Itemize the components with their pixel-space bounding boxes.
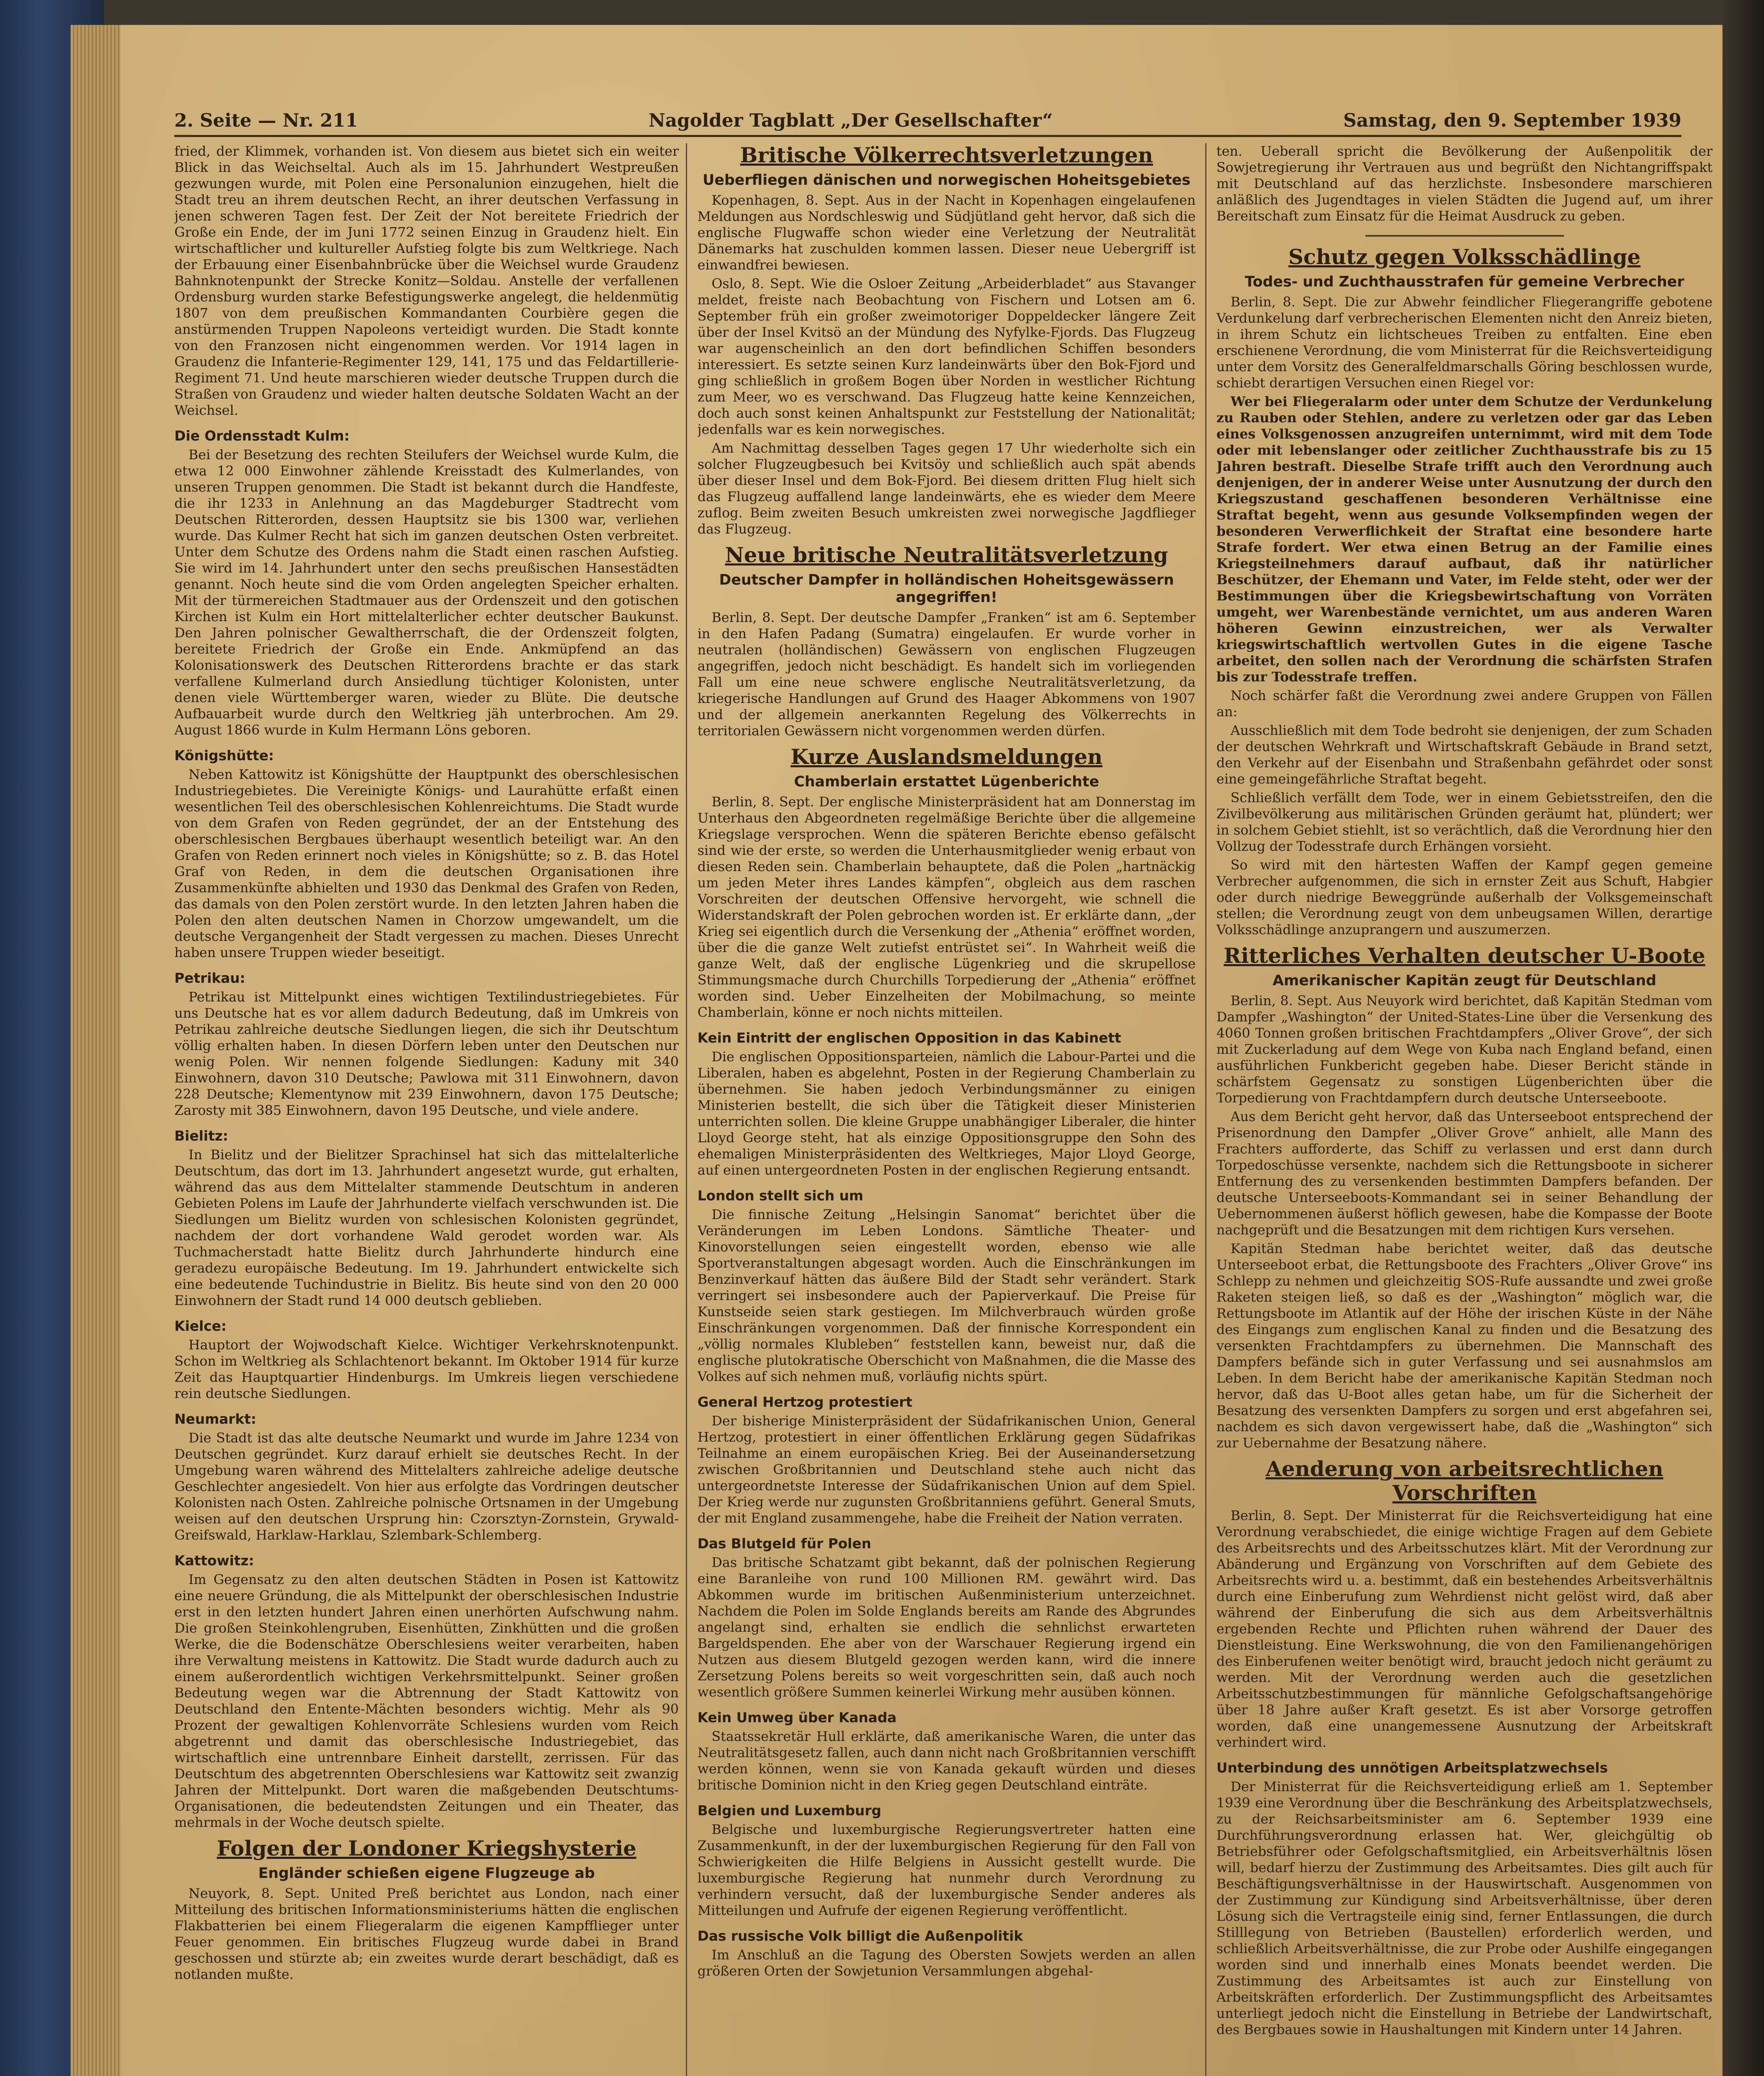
- section-heading: Die Ordensstadt Kulm:: [174, 428, 350, 444]
- article-subheadline: Todes- und Zuchthausstrafen für gemeine Verbrecher: [1245, 274, 1684, 290]
- article-subheadline: Engländer schießen eigene Flugzeuge ab: [258, 1865, 595, 1882]
- paragraph: Die finnische Zeitung „Helsingin Sanomat“ berichtet über die Veränderungen im Leben Londons. Sämtliche Theater- und Kinovorstellungen seien eingestellt worden, ebenso wie alle Sportveranstaltungen abgesagt worden. Auch die Einschränkungen im Benzinverkauf hätten das äußere Bild der Stadt sehr verändert. Stark verringert sei insbesondere auch der Papierverkauf. Die Preise für Kunstseide seien stark gestiegen. Im Milchverbrauch würden große Einschränkungen vorgenommen. Daß der finnische Korrespondent ein „völlig normales Klubleben“ feststellen kann, beweist nur, daß die englische plutokratische Oberschicht von Maßnahmen, die die Masse des Volkes auf sich nehmen muß, vorläufig nichts spürt.: [697, 1207, 1196, 1384]
- paragraph: Die englischen Oppositionsparteien, nämlich die Labour-Partei und die Liberalen, haben es abgelehnt, Posten in der Regierung Chamberlain zu übernehmen. Sie haben jedoch Verbindungsmänner zu einigen Ministerien bestellt, die sich über die Tätigkeit dieser Ministerien unterrichten sollen. Die kleine Gruppe unabhängiger Liberaler, die hinter Lloyd George steht, hat als einzige Oppositionsgruppe den Sohn des ehemaligen Ministerpräsidenten des Weltkrieges, Major Lloyd George, auf einen untergeordneten Posten in der englischen Regierung entsandt.: [697, 1049, 1196, 1178]
- column-3: [1216, 143, 1713, 2076]
- article-headline: Schutz gegen Volksschädlinge: [1288, 245, 1641, 269]
- paragraph: Petrikau ist Mittelpunkt eines wichtigen Textilindustriegebietes. Für uns Deutsche hat es vor allem dadurch Bedeutung, daß im Umkreis von Petrikau zahlreiche deutsche Siedlungen liegen, die sich ihr Deutschtum völlig erhalten haben. In diesen Dörfern leben unter den Deutschen nur wenig Polen. Wir nennen folgende Siedlungen: Kaduny mit 340 Einwohnern, davon 310 Deutsche; Pawlowa mit 311 Einwohnern, davon 228 Deutsche; Klementynow mit 239 Einwohnern, davon 175 Deutsche; Zarosty mit 385 Einwohnern, davon 195 Deutsche, und viele andere.: [174, 989, 679, 1118]
- paragraph: Berlin, 8. Sept. Aus Neuyork wird berichtet, daß Kapitän Stedman vom Dampfer „Washington“ der United-States-Line über die Versenkung des 4060 Tonnen großen britischen Frachtdampfers „Oliver Grove“, der sich mit Zuckerladung auf dem Wege von Kuba nach England befand, einen ausführlichen Funkbericht gegeben habe. Dieser Bericht stände in schärfstem Gegensatz zu sonstigen Lügenberichten über die Torpedierung von Frachtdampfern durch deutsche Unterseeboote.: [1216, 993, 1713, 1106]
- article-subheadline: Ueberfliegen dänischen und norwegischen Hoheitsgebietes: [702, 172, 1191, 189]
- paragraph: Im Anschluß an die Tagung des Obersten Sowjets werden an allen größeren Orten der Sowjetunion Versammlungen abgehal-: [697, 1947, 1196, 1979]
- page-stack: [71, 25, 129, 2076]
- section-heading: Petrikau:: [174, 970, 245, 986]
- paragraph: Berlin, 8. Sept. Der englische Ministerpräsident hat am Donnerstag im Unterhaus den Abgeordneten regelmäßige Berichte über die allgemeine Kriegslage versprochen. Wenn die späteren Berichte ebenso gefälscht sind wie der erste, so werden die Unterhausmitglieder wenig erbaut von diesen Reden sein. Chamberlain behauptete, daß die Polen „hartnäckig um jeden Meter ihres Landes kämpfen“, obgleich aus dem raschen Vorschreiten der deutschen Offensive hervorgeht, wie schnell die Widerstandskraft der Polen gebrochen worden ist. Er erklärte dann, „der Krieg sei eigentlich durch die Versenkung der „Athenia“ eröffnet worden, über die die ganze Welt zutiefst entrüstet sei“. In Wahrheit weiß die ganze Welt, daß der englische Lügenkrieg und die skrupellose Stimmungsmache durch Churchills Torpedierung der „Athenia“ eröffnet worden sind. Ueber Einzelheiten der Mobilmachung, so meinte Chamberlain, könne er noch nichts mitteilen.: [697, 794, 1196, 1020]
- section-heading: Das russische Volk billigt die Außenpolitik: [697, 1928, 1023, 1944]
- paragraph: Kopenhagen, 8. Sept. Aus in der Nacht in Kopenhagen eingelaufenen Meldungen aus Nordschleswig und Südjütland geht hervor, daß sich die englische Flugwaffe schon wieder eine Verletzung der Neutralität Dänemarks hat zuschulden kommen lassen. Dieser neue Uebergriff ist einwandfrei bewiesen.: [697, 192, 1196, 273]
- article-headline: Ritterliches Verhalten deutscher U-Boote: [1223, 943, 1705, 968]
- section-heading: Belgien und Luxemburg: [697, 1802, 881, 1819]
- paragraph: In Bielitz und der Bielitzer Sprachinsel hat sich das mittelalterliche Deutschtum, das dort im 13. Jahrhundert angesetzt wurde, gut erhalten, während das aus dem Mittelalter stammende Deutschtum in anderen Gebieten Polens im Laufe der Jahrhunderte vielfach verschwunden ist. Die Siedlungen um Bielitz wurden von schlesischen Kolonisten gegründet, nachdem der dort vorhandene Wald gerodet worden war. Als Tuchmacherstadt hatte Bielitz durch Jahrhunderte hindurch eine geradezu europäische Bedeutung. Im 19. Jahrhundert entwickelte sich eine bedeutende Tuchindustrie in Bielitz. Bis heute sind von den 20 000 Einwohnern der Stadt rund 14 000 deutsch geblieben.: [174, 1147, 679, 1308]
- paragraph: Das britische Schatzamt gibt bekannt, daß der polnischen Regierung eine Baranleihe von rund 100 Millionen RM. gewährt wird. Das Abkommen wurde im britischen Außenministerium unterzeichnet. Nachdem die Polen im Solde Englands bereits am Rande des Abgrundes angelangt sind, erhalten sie endlich die sehnlichst erwarteten Bargeldspenden. Ehe aber von der Warschauer Regierung irgend ein Nutzen aus diesem Blutgeld gezogen werden kann, wird die innere Zersetzung Polens bereits so weit vorgeschritten sein, daß auch noch wesentlich größere Summen keinerlei Wirkung mehr ausüben können.: [697, 1555, 1196, 1700]
- paragraph: Schließlich verfällt dem Tode, wer in einem Gebietsstreifen, den die Zivilbevölkerung aus militärischen Gründen geräumt hat, plündert; wer in solchem Gebiet stiehlt, ist so verächtlich, daß die Verordnung hier den Vollzug der Todesstrafe durch Erhängen vorsieht.: [1216, 790, 1713, 854]
- section-heading: Unterbindung des unnötigen Arbeitsplatzwechsels: [1216, 1760, 1608, 1776]
- paragraph: Die Stadt ist das alte deutsche Neumarkt und wurde im Jahre 1234 von Deutschen gegründet. Kurz darauf erhielt sie deutsches Recht. In der Umgebung waren während des Mittelalters zahlreiche adelige deutsche Geschlechter angesiedelt. Von hier aus erfolgte das Vordringen deutscher Kolonisten nach Osten. Zahlreiche polnische Ortsnamen in der Umgebung weisen auf den deutschen Ursprung hin: Czorsztyn-Zornstein, Grywald-Greifswald, Harklaw-Harklau, Szlembark-Schlemberg.: [174, 1430, 679, 1543]
- paragraph: Noch schärfer faßt die Verordnung zwei andere Gruppen von Fällen an:: [1216, 688, 1713, 720]
- masthead: Nagolder Tagblatt „Der Gesellschafter“: [648, 110, 1053, 131]
- article-headline: Kurze Auslandsmeldungen: [790, 744, 1103, 769]
- paragraph: Berlin, 8. Sept. Der Ministerrat für die Reichsverteidigung hat eine Verordnung verabschiedet, die einige wichtige Fragen auf dem Gebiete des Arbeitsrechts und des Arbeitsschutzes klärt. Mit der Verordnung zur Abänderung und Ergänzung von Vorschriften auf dem Gebiete des Arbeitsrechts wird u. a. bestimmt, daß ein bestehendes Arbeitsverhältnis durch eine Einberufung zum Wehrdienst nicht gelöst wird, daß aber während der Einberufung die sich aus dem Arbeitsverhältnis ergebenden Rechte und Pflichten ruhen während der Dauer des Dienstleistung. Eine Werkswohnung, die von den Familienangehörigen des Einberufenen weiter benötigt wird, braucht jedoch nicht geräumt zu werden. Mit der Verordnung werden auch die gesetzlichen Arbeitsschutzbestimmungen für männliche Gefolgschaftsangehörige über 18 Jahre außer Kraft gesetzt. Es ist aber Vorsorge getroffen worden, daß eine unangemessene Ausnutzung der Arbeitskraft verhindert wird.: [1216, 1508, 1713, 1750]
- article-headline: Neue britische Neutralitätsverletzung: [725, 543, 1168, 567]
- column-rule: [686, 143, 687, 2076]
- paragraph: Staatssekretär Hull erklärte, daß amerikanische Waren, die unter das Neutralitätsgesetz fallen, auch dann nicht nach Großbritannien verschifft werden können, wenn sie von Kanada gekauft würden und dieses britische Dominion nicht in den Krieg gegen Deutschland einträte.: [697, 1728, 1196, 1793]
- section-heading: Neumarkt:: [174, 1411, 257, 1427]
- column-rule: [1205, 143, 1206, 2076]
- section-heading: Das Blutgeld für Polen: [697, 1535, 871, 1552]
- paragraph: Bei der Besetzung des rechten Steilufers der Weichsel wurde Kulm, die etwa 12 000 Einwohner zählende Kreisstadt des Kulmerlandes, von unseren Truppen genommen. Die Stadt ist bekannt durch die Handfeste, die ihr 1233 in Anlehnung an das Magdeburger Stadtrecht vom Deutschen Ritterorden, dessen Hauptsitz sie bis 1300 war, verliehen wurde. Das Kulmer Recht hat sich im ganzen deutschen Osten verbreitet. Unter dem Schutze des Ordens nahm die Stadt einen raschen Aufstieg. Sie wird im 14. Jahrhundert unter den sechs preußischen Hansestädten genannt. Noch heute sind die vom Orden angelegten Speicher erhalten. Mit der türmereichen Stadtmauer aus der Ordenszeit und den gotischen Kirchen ist Kulm ein Hort mittelalterlicher echter deutscher Baukunst. Den Jahren polnischer Gewaltherrschaft, die der Ordenszeit folgten, bereitete Friedrich der Große ein Ende. Ankmüpfend an das Kolonisationswerk des Deutschen Ritterordens brachte er das stark verfallene Kulmerland durch Ansiedlung tüchtiger Kolonisten, unter denen viele Württemberger waren, wieder zu Blüte. Die deutsche Aufbauarbeit wurde durch den Weltkrieg jäh unterbrochen. Am 29. August 1866 wurde in Kulm Hermann Löns geboren.: [174, 447, 679, 738]
- section-heading: Bielitz:: [174, 1128, 228, 1144]
- paragraph: Berlin, 8. Sept. Der deutsche Dampfer „Franken“ ist am 6. September in den Hafen Padang (Sumatra) eingelaufen. Er wurde vorher in neutralen (holländischen) Gewässern von englischen Flugzeugen angegriffen, jedoch nicht beschädigt. Es handelt sich im vorliegenden Fall um eine neue schwere englische Neutralitätsverletzung, da kriegerische Handlungen auf Grund des Haager Abkommens von 1907 und der allgemein anerkannten Regelung des Völkerrechts in territorialen Gewässern nicht vorgenommen werden dürfen.: [697, 610, 1196, 739]
- article-headline: Folgen der Londoner Kriegshysterie: [217, 1836, 636, 1861]
- issue-date: Samstag, den 9. September 1939: [1343, 110, 1681, 131]
- paragraph: Belgische und luxemburgische Regierungsvertreter hatten eine Zusammenkunft, in der der luxemburgischen Regierung für den Fall von Schwierigkeiten die Hilfe Belgiens in Aussicht gestellt wurde. Die luxemburgische Regierung hat nunmehr durch Verordnung zu verhindern versucht, daß der luxemburgische Sender anderes als Mitteilungen und Aufrufe der eigenen Regierung veröffentlicht.: [697, 1821, 1196, 1918]
- separator: [1365, 235, 1564, 237]
- paragraph: Neuyork, 8. Sept. United Preß berichtet aus London, nach einer Mitteilung des britischen Informationsministeriums hätten die englischen Flakbatterien bei einem Fliegeralarm die eigenen Kampfflieger unter Feuer genommen. Ein britisches Flugzeug wurde dabei in Brand geschossen und stürzte ab; ein zweites wurde derart beschädigt, daß es notlanden mußte.: [174, 1885, 679, 1982]
- column-2: [697, 143, 1196, 2076]
- paragraph: Ausschließlich mit dem Tode bedroht sie denjenigen, der zum Schaden der deutschen Wehrkraft und Wirtschaftskraft Gebäude in Brand setzt, den Verkehr auf der Eisenbahn und Straßenbahn gefährdet oder sonst eine gemeingefährliche Straftat begeht.: [1216, 722, 1713, 787]
- paragraph: Der bisherige Ministerpräsident der Südafrikanischen Union, General Hertzog, protestiert in einer öffentlichen Erklärung gegen Südafrikas Teilnahme an einem europäischen Krieg. Bei der Auseinandersetzung zwischen Großbritannien und Deutschland stehe auch nicht das untergeordnetste Interesse der Südafrikanischen Union auf dem Spiel. Der Krieg werde nur zugunsten Großbritanniens geführt. General Smuts, der mit England zusammengehe, habe die Freiheit der Nation verraten.: [697, 1413, 1196, 1526]
- article-headline: Britische Völkerrechtsverletzungen: [740, 143, 1153, 167]
- section-heading: Kein Umweg über Kanada: [697, 1709, 897, 1726]
- section-heading: London stellt sich um: [697, 1187, 864, 1204]
- paragraph: So wird mit den härtesten Waffen der Kampf gegen gemeine Verbrecher aufgenommen, die sich in ernster Zeit aus Schuft, Habgier oder durch niedrige Beweggründe außerhalb der Volksgemeinschaft stellen; die Verordnung zeugt von dem unbeugsamen Willen, derartige Volksschädlinge anzuprangern und auszumerzen.: [1216, 857, 1713, 938]
- paragraph: Im Gegensatz zu den alten deutschen Städten in Posen ist Kattowitz eine neuere Gründung, die als Mittelpunkt der oberschlesischen Industrie erst in den letzten hundert Jahren einen unerhörten Aufschwung nahm. Die großen Steinkohlengruben, Eisenhütten, Zinkhütten und die großen Werke, die die Bodenschätze Oberschlesiens weiter verarbeiten, haben ihre Verwaltung meistens in Kattowitz. Die Stadt wurde dadurch auch zu einem außerordentlich wichtigen Verkehrsmittelpunkt. Seiner großen Bedeutung wegen war die Abtrennung der Stadt Kattowitz von Deutschland den Entente-Mächten besonders wichtig. Mehr als 90 Prozent der gewaltigen Kohlenvorräte Schlesiens wurden vom Reich abgetrennt und damit das oberschlesische Industriegebiet, das wirtschaftlich eine untrennbare Einheit darstellt, zerrissen. Für das Deutschtum des abgetrennten Oberschlesiens war Kattowitz seit zwanzig Jahren der Mittelpunkt. Dort waren die maßgebenden Deutschtums-Organisationen, die bedeutendsten Zeitungen und ein Theater, das mehrmals in der Woche deutsch spielte.: [174, 1572, 679, 1830]
- paragraph: Hauptort der Wojwodschaft Kielce. Wichtiger Verkehrsknotenpunkt. Schon im Weltkrieg als Schlachtenort bekannt. Im Oktober 1914 für kurze Zeit das Hauptquartier Hindenburgs. Im Umkreis liegen verschiedene rein deutsche Siedlungen.: [174, 1337, 679, 1401]
- paragraph: fried, der Klimmek, vorhanden ist. Von diesem aus bietet sich ein weiter Blick in das Weichseltal. Auch als im 15. Jahrhundert Westpreußen gezwungen wurde, mit Polen eine Personalunion einzugehen, hielt die Stadt treu an ihrem deutschen Recht, an ihrer deutschen Verfassung in jenen schweren Tagen fest. Der Zeit der Not bereitete Friedrich der Große ein Ende, der im Juni 1772 seinen Einzug in Graudenz hielt. Ein wirtschaftlicher und kultureller Aufstieg folgte bis zum Weltkriege. Nach der Erbauung einer Eisenbahnbrücke über die Weichsel wurde Graudenz Bahnknotenpunkt der Strecke Konitz—Soldau. Anstelle der verfallenen Ordensburg wurden starke Befestigungswerke angelegt, die heldenmütig 1807 von dem preußischen Kommandanten Courbière gegen die anstürmenden Truppen Napoleons verteidigt wurden. Die Stadt konnte von den Franzosen nicht eingenommen werden. Vor 1914 lagen in Graudenz die Infanterie-Regimenter 129, 141, 175 und das Feldartillerie-Regiment 71. Und heute marschieren wieder deutsche Truppen durch die Straßen von Graudenz und wieder halten deutsche Soldaten Wacht an der Weichsel.: [174, 143, 679, 418]
- column-1: [174, 143, 679, 2076]
- article-subheadline: Chamberlain erstattet Lügenberichte: [794, 774, 1099, 790]
- paragraph: ten. Ueberall spricht die Bevölkerung der Außenpolitik der Sowjetregierung ihr Vertrauen aus und begrüßt den Nichtangriffspakt mit Deutschland auf das herzlichste. Insbesondere marschieren anläßlich des Jugendtages in vielen Städten die Jugend auf, um ihrer Bereitschaft zum Einsatz für die Heimat Ausdruck zu geben.: [1216, 143, 1713, 224]
- paragraph: Wer bei Fliegeralarm oder unter dem Schutze der Verdunkelung zu Rauben oder Stehlen, andere zu verletzen oder gar das Leben eines Volksgenossen anzugreifen unternimmt, wird mit dem Tode oder mit lebenslanger oder zeitlicher Zuchthausstrafe bis zu 15 Jahren bestraft. Dieselbe Strafe trifft auch den Verordnung auch denjenigen, der in anderer Weise unter Ausnutzung der durch den Kriegszustand geschaffenen besonderen Verhältnisse eine Straftat begeht, wenn aus gesunde Volksempfinden wegen der besonderen Verwerflichkeit der Straftat eine besondere harte Strafe fordert. Wer etwa einen Betrug an der Familie eines Kriegsteilnehmers darauf aufbaut, daß ihr natürlicher Beschützer, der Ehemann und Vater, im Felde steht, oder wer der Bestimmungen über die Kriegsbewirtschaftung von Vorräten umgeht, wer Warenbestände vernichtet, um aus anderen Waren höheren Gewinn einzustreichen, wer als Verwalter kriegswirtschaftlich wertvollen Gutes in die eigene Tasche arbeitet, den sollen nach der Verordnung die schärfsten Strafen bis zur Todesstrafe treffen.: [1216, 394, 1713, 685]
- paragraph: Aus dem Bericht geht hervor, daß das Unterseeboot entsprechend der Prisenordnung den Dampfer „Oliver Grove“ anhielt, alle Mann des Frachters aufforderte, das Schiff zu verlassen und erst dann durch Torpedoschüsse versenkte, nachdem sich die Rettungsboote in sicherer Entfernung des zu versenkenden bestimmten Dampfers befanden. Der deutsche Unterseeboots-Kommandant sei in seiner Behandlung der Uebernommenen äußerst höflich gewesen, habe die Kompasse der Boote nachgeprüft und die Besatzungen mit dem richtigen Kurs versehen.: [1216, 1109, 1713, 1238]
- paragraph: Neben Kattowitz ist Königshütte der Hauptpunkt des oberschlesischen Industriegebietes. Die Vereinigte Königs- und Laurahütte erfaßt einen wesentlichen Teil des oberschlesischen Kohlenreichtums. Die Stadt wurde von dem Grafen von Reden gegründet, der an der Entstehung des oberschlesischen Bergbaues überhaupt wesentlich beteiligt war. An den Grafen von Reden erinnert noch vieles in Königshütte; so z. B. das Hotel Graf von Reden, in dem die deutschen Organisationen ihre Zusammenkünfte abhielten und 1930 das Denkmal des Grafen von Reden, das damals von den Polen zerstört wurde. In den letzten Jahren haben die Polen den alten deutschen Namen in Chorzow umgewandelt, um die deutsche Vergangenheit der Stadt vergessen zu machen. Dieses Unrecht haben unsere Truppen wieder beseitigt.: [174, 766, 679, 960]
- article-subheadline: Amerikanischer Kapitän zeugt für Deutschland: [1272, 972, 1656, 989]
- paragraph: Der Ministerrat für die Reichsverteidigung erließ am 1. September 1939 eine Verordnung über die Beschränkung des Arbeitsplatzwechsels, zu der Reichsarbeitsminister am 6. September 1939 eine Durchführungsverordnung erlassen hat. Wer, gleichgültig ob Betriebsführer oder Gefolgschaftsmitglied, ein Arbeitsverhältnis lösen will, bedarf hierzu der Zustimmung des Arbeitsamtes. Dies gilt auch für Beschäftigungsverhältnisse in der Hauswirtschaft. Ausgenommen von der Zustimmung zur Kündigung sind Arbeitsverhältnisse, über deren Lösung sich die Vertragsteile einig sind, ferner Entlassungen, die durch Stilllegung von Betrieben (Baustellen) erforderlich werden, und schließlich Arbeitsverhältnisse, die zur Probe oder Aushilfe eingegangen worden sind und innerhalb eines Monats beendet werden. Die Zustimmung des Arbeitsamtes ist auch zur Einstellung von Arbeitskräften erforderlich. Der Zustimmungspflicht des Arbeitsamtes unterliegt jedoch nicht die Einstellung in Betriebe der Landwirtschaft, des Bergbaues sowie in Haushaltungen mit Kindern unter 14 Jahren.: [1216, 1779, 1713, 2037]
- section-heading: Königshütte:: [174, 747, 274, 764]
- page-header: [174, 106, 1681, 137]
- paragraph: Am Nachmittag desselben Tages gegen 17 Uhr wiederholte sich ein solcher Flugzeugbesuch bei Kvitsöy und schließlich auch spät abends über dieser Insel und dem Bok-Fjord. Bei diesem dritten Flug hielt sich das Flugzeug auffallend lange landeinwärts, ehe es wieder dem Meere zuflog. Beim zweiten Besuch umkreisten zwei norwegische Jagdflieger das Flugzeug.: [697, 440, 1196, 537]
- paragraph: Kapitän Stedman habe berichtet weiter, daß das deutsche Unterseeboot erbat, die Rettungsboote des Frachters „Oliver Grove“ ins Schlepp zu nehmen und gleichzeitig SOS-Rufe aussandte und zwei große Raketen steigen ließ, so daß es der „Washington“ möglich war, die Rettungsboote im Atlantik auf der Höhe der irischen Küste in der Nähe des Eingangs zum englischen Kanal zu finden und die Besatzung des versenkten Frachtdampfers zu übernehmen. Die Mannschaft des Dampfers befände sich in guter Verfassung und sei ausnahmslos am Leben. In dem Bericht habe der amerikanische Kapitän Stedman noch hervor, daß das U-Boot alles getan habe, um für die Sicherheit der Besatzung des versenkten Dampfers zu sorgen und erst abgefahren sei, nachdem es sich davon vergewissert habe, daß die „Washington“ sich zur Uebernahme der Besatzung nähere.: [1216, 1241, 1713, 1451]
- paragraph: Berlin, 8. Sept. Die zur Abwehr feindlicher Fliegerangriffe gebotene Verdunkelung darf verbrecherischen Elementen nicht den Anreiz bieten, in ihrem Schutz ein lichtscheues Treiben zu entfalten. Eine eben erschienene Verordnung, die vom Ministerrat für die Reichsverteidigung unter dem Vorsitz des Generalfeldmarschalls Göring beschlossen wurde, schiebt derartigen Versuchen einen Riegel vor:: [1216, 294, 1713, 391]
- background-edge: [1722, 0, 1764, 2076]
- section-heading: Kattowitz:: [174, 1552, 254, 1569]
- section-heading: Kein Eintritt der englischen Opposition in das Kabinett: [697, 1030, 1121, 1046]
- paragraph: Oslo, 8. Sept. Wie die Osloer Zeitung „Arbeiderbladet“ aus Stavanger meldet, freiste nach Beobachtung von Fischern und Lotsen am 6. September früh ein großer zweimotoriger Doppeldecker längere Zeit über der Insel Kvitsö an der Mündung des Nyfylke-Fjords. Das Flugzeug war augenscheinlich an den dort befindlichen Schiffen besonders interessiert. Es setzte seinen Kurz landeinwärts über den Bok-Fjord und ging schließlich in großem Bogen über Norden in westlicher Richtung zum Meer, wo es verschwand. Das Flugzeug hatte keine Kennzeichen, doch auch sonst keinen Anhaltspunkt zur Feststellung der Nationalität; jedenfalls war es kein norwegisches.: [697, 276, 1196, 437]
- page-number: 2. Seite — Nr. 211: [174, 110, 358, 131]
- article-headline: Aenderung von arbeitsrechtlichen Vorschriften: [1265, 1457, 1664, 1505]
- section-heading: Kielce:: [174, 1318, 227, 1334]
- section-heading: General Hertzog protestiert: [697, 1394, 913, 1410]
- article-subheadline: Deutscher Dampfer in holländischen Hoheitsgewässern angegriffen!: [719, 572, 1174, 606]
